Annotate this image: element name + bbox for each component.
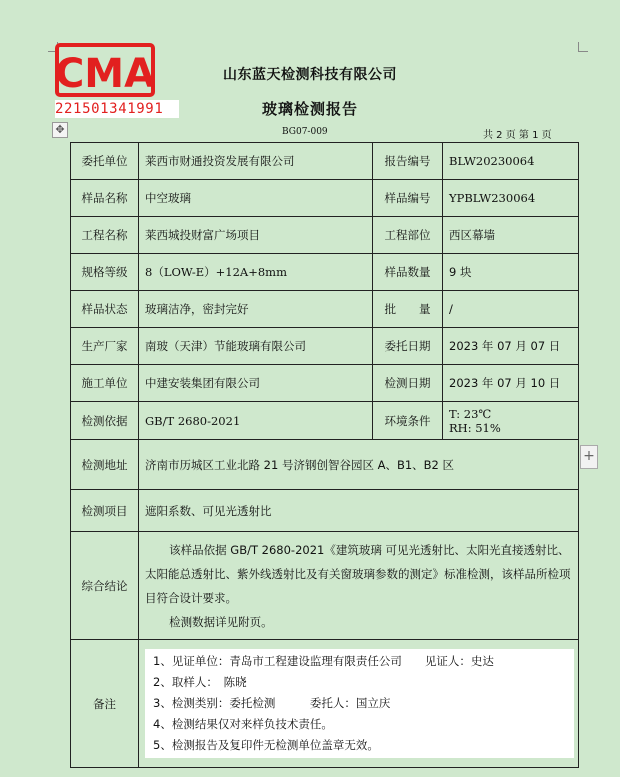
env-value [443, 402, 579, 440]
test-date-label: 检测日期 [373, 365, 443, 402]
sample-no-value: YPBLW230064 [443, 180, 579, 217]
table-row [71, 532, 579, 640]
status-value: 玻璃洁净，密封完好 [139, 291, 373, 328]
add-row-button[interactable]: + [580, 445, 598, 469]
project-value: 莱西城投财富广场项目 [139, 217, 373, 254]
remark-item: 2、取样人： 陈晓 [153, 675, 247, 689]
quantity-value: 9 块 [443, 254, 579, 291]
page-corner-mark-right [578, 42, 588, 52]
table-row [71, 291, 579, 328]
report-title: 玻璃检测报告 [261, 100, 358, 118]
conclusion-text: 该样品依据 GB/T 2680-2021《建筑玻璃 可见光透射比、太阳光直接透射比、太阳能总透射比、紫外线透射比及有关窗玻璃参数的测定》标准检测，该样品所检项目符合设计要求。 [145, 542, 571, 605]
table-row [71, 440, 579, 490]
cma-cert-number: 221501341991 [55, 100, 179, 118]
sample-name-value: 中空玻璃 [139, 180, 373, 217]
remarks-cell [139, 640, 579, 768]
sample-no-label: 样品编号 [373, 180, 443, 217]
contractor-value: 中建安装集团有限公司 [139, 365, 373, 402]
manufacturer-value: 南玻（天津）节能玻璃有限公司 [139, 328, 373, 365]
client-value: 莱西市财通投资发展有限公司 [139, 143, 373, 180]
env-label: 环境条件 [373, 402, 443, 440]
table-row [71, 490, 579, 532]
items-label: 检测项目 [71, 490, 139, 532]
remark-item: 3、检测类别：委托检测 委托人：国立庆 [153, 696, 391, 710]
conclusion-value [139, 532, 579, 640]
commission-date-value: 2023 年 07 月 07 日 [443, 328, 579, 365]
table-row [71, 254, 579, 291]
location-label: 工程部位 [373, 217, 443, 254]
table-row [71, 217, 579, 254]
quantity-label: 样品数量 [373, 254, 443, 291]
address-value: 济南市历城区工业北路 21 号济钢创智谷园区 A、B1、B2 区 [139, 440, 579, 490]
doc-code: BG07-009 [282, 127, 328, 137]
env-rh: RH: 51% [449, 420, 501, 435]
report-no-value: BLW20230064 [443, 143, 579, 180]
page-info: 共 2 页 第 1 页 [483, 130, 552, 141]
basis-label: 检测依据 [71, 402, 139, 440]
table-row [71, 402, 579, 440]
location-value: 西区幕墙 [443, 217, 579, 254]
remarks-label: 备注 [71, 640, 139, 768]
conclusion-note: 检测数据详见附页。 [169, 614, 273, 629]
status-label: 样品状态 [71, 291, 139, 328]
contractor-label: 施工单位 [71, 365, 139, 402]
table-row [71, 143, 579, 180]
project-label: 工程名称 [71, 217, 139, 254]
report-no-label: 报告编号 [373, 143, 443, 180]
remark-item: 1、见证单位：青岛市工程建设监理有限责任公司 见证人：史达 [153, 654, 494, 668]
remark-item: 4、检测结果仅对来样负技术责任。 [153, 717, 333, 731]
company-name: 山东蓝天检测科技有限公司 [223, 67, 397, 83]
table-row [71, 328, 579, 365]
remark-item: 5、检测报告及复印件无检测单位盖章无效。 [153, 738, 379, 752]
remarks-list [145, 649, 574, 758]
conclusion-label: 综合结论 [71, 532, 139, 640]
sample-name-label: 样品名称 [71, 180, 139, 217]
svg-text:CMA: CMA [55, 51, 155, 97]
basis-value: GB/T 2680-2021 [139, 402, 373, 440]
manufacturer-label: 生产厂家 [71, 328, 139, 365]
spec-value: 8（LOW-E）+12A+8mm [139, 254, 373, 291]
items-value: 遮阳系数、可见光透射比 [139, 490, 579, 532]
table-row [71, 365, 579, 402]
env-temp: T: 23℃ [449, 406, 492, 421]
report-table [70, 142, 579, 768]
table-move-handle-icon[interactable]: ✥ [52, 122, 68, 138]
spec-label: 规格等级 [71, 254, 139, 291]
batch-label: 批 量 [373, 291, 443, 328]
table-row [71, 640, 579, 768]
table-row [71, 180, 579, 217]
address-label: 检测地址 [71, 440, 139, 490]
test-date-value: 2023 年 07 月 10 日 [443, 365, 579, 402]
commission-date-label: 委托日期 [373, 328, 443, 365]
batch-value: / [443, 291, 579, 328]
client-label: 委托单位 [71, 143, 139, 180]
